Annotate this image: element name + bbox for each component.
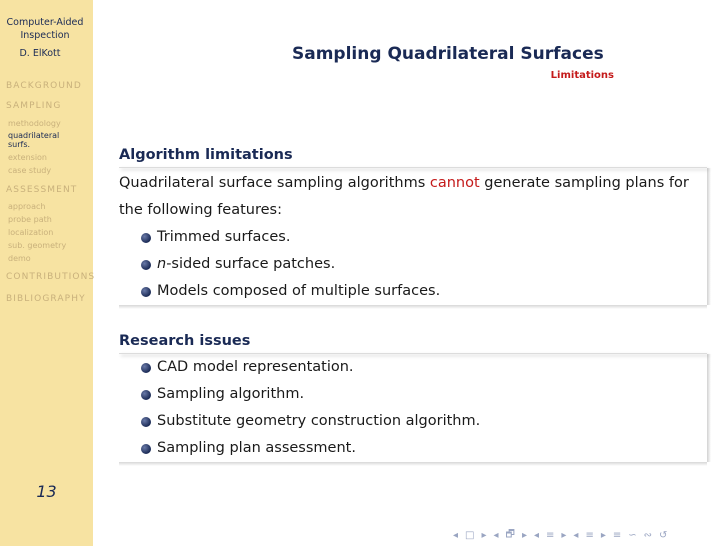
nav-frame-icon[interactable]: 🗗 [505, 528, 515, 540]
nav-prev-section-icon[interactable]: ◂ [573, 529, 579, 541]
bullet-icon [141, 444, 151, 454]
list-item: Sampling algorithm. [139, 381, 707, 408]
bullet-icon [141, 233, 151, 243]
page-number: 13 [36, 482, 57, 501]
alert-word: cannot [429, 175, 480, 191]
nav-prev-frame-icon[interactable]: ◂ [493, 529, 499, 541]
nav-section-icon[interactable]: ≡ [585, 529, 594, 541]
bullet-icon [141, 287, 151, 297]
research-issues-list [119, 354, 707, 462]
algorithm-limitations-block [119, 143, 707, 309]
nav-item-extension[interactable]: extension [8, 153, 47, 162]
nav-item-case-study[interactable]: case study [8, 166, 52, 175]
nav-section-assessment[interactable]: ASSESSMENT [6, 185, 78, 195]
nav-item-quadrilateral-surfs[interactable]: quadrilateral surfs. [8, 131, 60, 149]
nav-section-contributions[interactable]: CONTRIBUTIONS [6, 272, 96, 282]
block-body [119, 354, 707, 462]
sidebar [0, 0, 96, 546]
navigation-symbols [453, 527, 723, 543]
frame-title: Sampling Quadrilateral Surfaces [292, 44, 604, 64]
list-item: Models composed of multiple surfaces. [139, 278, 707, 305]
bullet-icon [141, 417, 151, 427]
block-title: Algorithm limitations [119, 147, 293, 163]
nav-section-sampling[interactable]: SAMPLING [6, 101, 62, 111]
nav-section-bibliography[interactable]: BIBLIOGRAPHY [6, 294, 86, 304]
nav-subsection-icon[interactable]: ≡ [546, 529, 555, 541]
block-body [119, 168, 707, 305]
nav-forward-icon[interactable]: ∾ [643, 529, 653, 541]
nav-next-slide-icon[interactable]: ▸ [481, 529, 487, 541]
nav-slide-icon[interactable]: □ [465, 529, 475, 541]
presentation-title[interactable]: Computer-Aided Inspection [6, 17, 84, 41]
nav-item-methodology[interactable]: methodology [8, 119, 61, 128]
list-item: Sampling plan assessment. [139, 435, 707, 462]
presentation-author[interactable]: D. ElKott [19, 48, 61, 59]
block-title: Research issues [119, 333, 251, 349]
intro-text-end: generate sampling plans for the following features: [119, 175, 689, 218]
frame-subtitle: Limitations [550, 70, 614, 81]
nav-prev-subsection-icon[interactable]: ◂ [533, 529, 539, 541]
list-item: Trimmed surfaces. [139, 224, 707, 251]
nav-item-approach[interactable]: approach [8, 202, 46, 211]
intro-text: Quadrilateral surface sampling algorithms [119, 175, 430, 191]
nav-next-section-icon[interactable]: ▸ [600, 529, 606, 541]
nav-next-subsection-icon[interactable]: ▸ [561, 529, 567, 541]
nav-item-localization[interactable]: localization [8, 228, 54, 237]
limitations-list [119, 224, 707, 305]
list-item: n-sided surface patches. [139, 251, 707, 278]
nav-search-icon[interactable]: ↺ [659, 529, 668, 541]
nav-section-background[interactable]: BACKGROUND [6, 81, 82, 91]
nav-item-sub-geometry[interactable]: sub. geometry [8, 241, 67, 250]
nav-back-icon[interactable]: ∽ [628, 529, 637, 541]
list-item: Substitute geometry construction algorithm. [139, 408, 707, 435]
nav-document-icon[interactable]: ≡ [612, 529, 622, 541]
list-item: CAD model representation. [139, 354, 707, 381]
bullet-icon [141, 260, 151, 270]
nav-prev-slide-icon[interactable]: ◂ [453, 529, 459, 541]
nav-item-demo[interactable]: demo [8, 254, 31, 263]
nav-item-probe-path[interactable]: probe path [8, 215, 52, 224]
nav-next-frame-icon[interactable]: ▸ [521, 529, 527, 541]
bullet-icon [141, 390, 151, 400]
research-issues-block [119, 329, 707, 466]
bullet-icon [141, 363, 151, 373]
block-intro-text [119, 168, 707, 224]
